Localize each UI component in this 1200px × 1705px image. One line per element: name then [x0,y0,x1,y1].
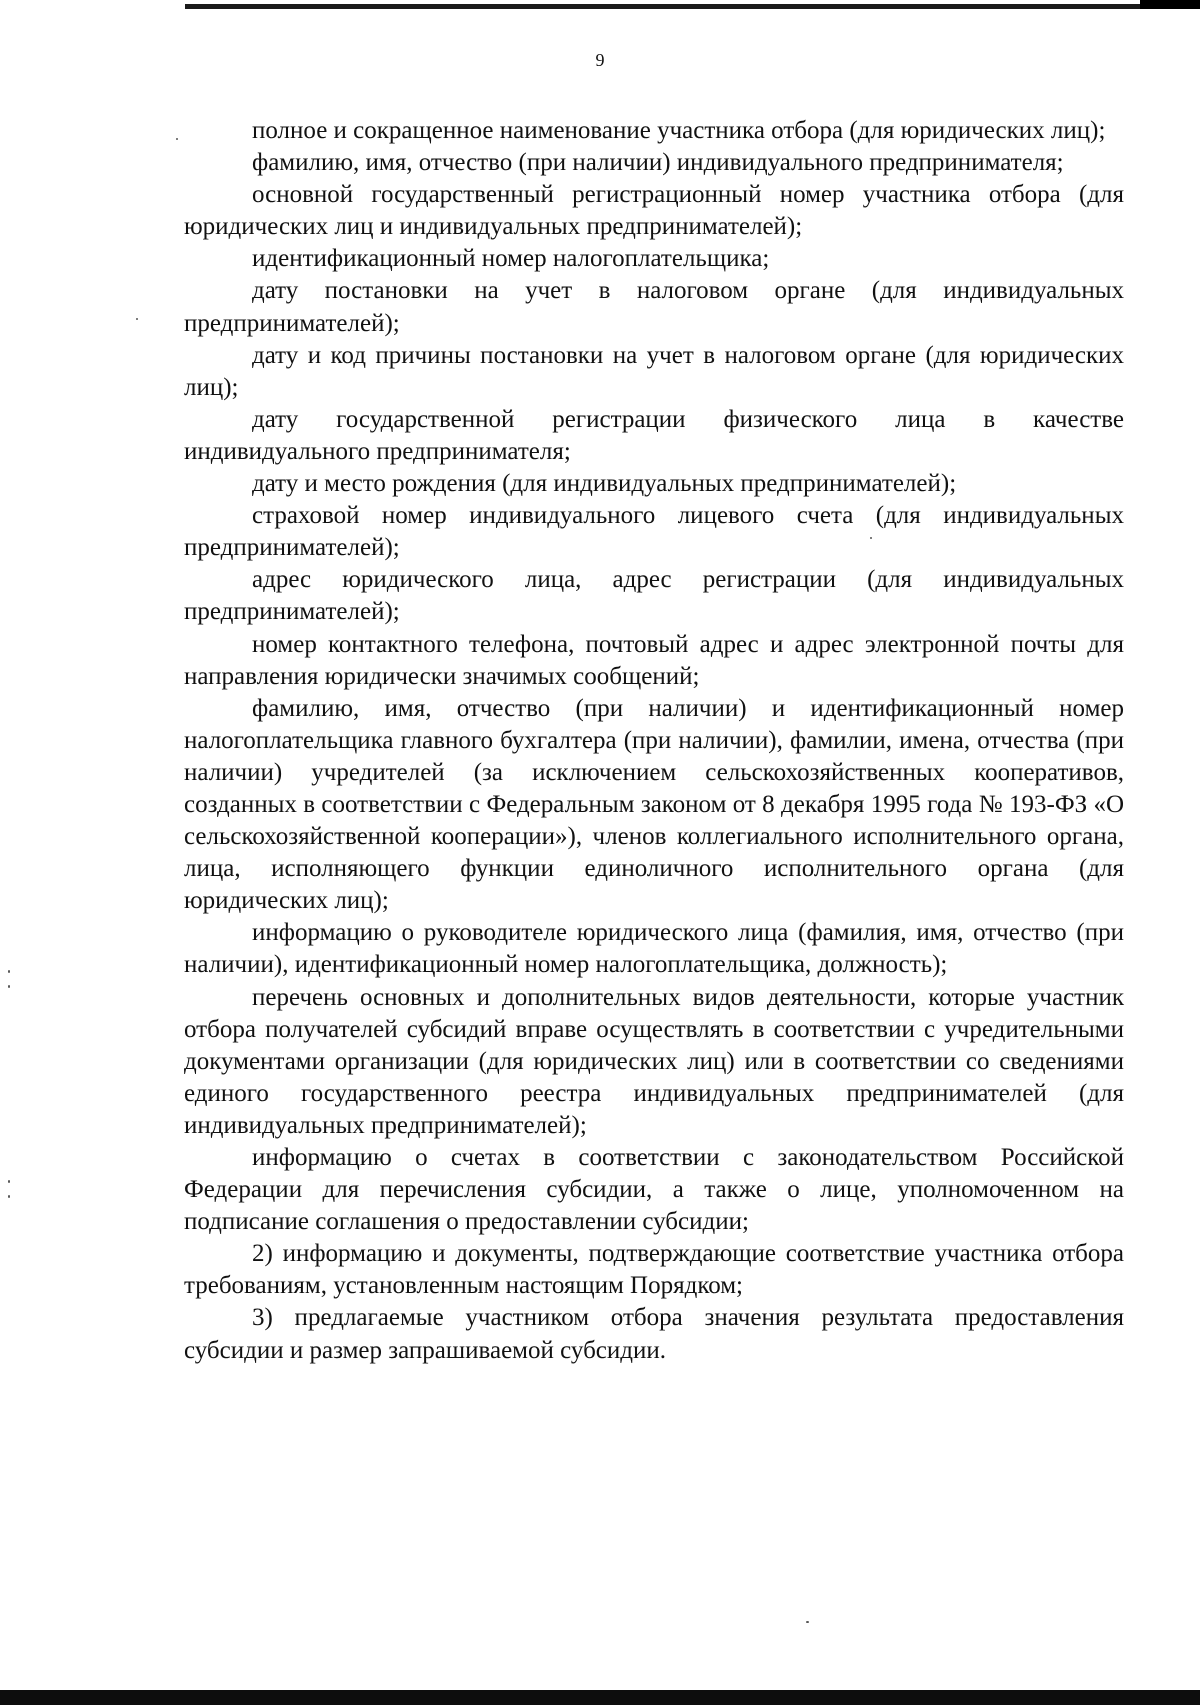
list-item-inn: идентификационный номер налогоплательщика; [252,245,770,273]
scan-top-border [185,4,1200,9]
scan-speck [870,537,872,539]
list-item-state-registration-date: дату государственной регистрации физического лица в качестве индивидуального предпринимателя; [184,405,1124,465]
scan-speck [806,1621,809,1623]
list-item-full-name: полное и сокращенное наименование участника отбора (для юридических лиц); [252,117,1106,144]
list-item-snils: страховой номер индивидуального лицевого счета (для индивидуальных предпринимателей); [184,502,1124,562]
list-item-kpp: дату и код причины постановки на учет в налоговом органе (для юридических лиц); [184,341,1124,401]
list-item-ogrn: основной государственный регистрационный номер участника отбора (для юридических лиц и индивидуальных предпринимателей); [184,181,1124,241]
scan-speck [176,138,178,140]
list-item-birth-date-place: дату и место рождения (для индивидуальных предпринимателей); [252,470,957,498]
page-number: 9 [595,50,605,70]
scan-speck [8,1195,10,1198]
scan-speck [8,985,10,988]
list-item-accountant-founders: фамилию, имя, отчество (при наличии) и идентификационный номер налогоплательщика главного бухгалтера (при наличии), фамилии, имена, отчества (при наличии) учредителей (за исключением сельскохозяйственных кооперативов, созданных в соответствии с Федеральным законом от 8 декабря 1995 года № 193-ФЗ «О сельскохозяйственной кооперации»), членов коллегиального исполнительного органа, лица, исполняющего функции единоличного исполнительного органа (для юридических лиц); [184,694,1124,915]
list-item-tax-registration-date: дату постановки на учет в налоговом органе (для индивидуальных предпринимателей); [184,277,1124,337]
scan-speck [136,318,138,320]
list-item-entrepreneur-name: фамилию, имя, отчество (при наличии) индивидуального предпринимателя; [252,149,1064,177]
list-item-head-info: информацию о руководителе юридического лица (фамилия, имя, отчество (при наличии), идентификационный номер налогоплательщика, должность); [184,919,1124,979]
list-item-contacts: номер контактного телефона, почтовый адрес и адрес электронной почты для направления юридически значимых сообщений; [184,630,1124,690]
scan-top-border-edge [1140,0,1200,9]
scan-bottom-border [0,1690,1200,1705]
list-item-point-3: 3) предлагаемые участником отбора значения результата предоставления субсидии и размер запрашиваемой субсидии. [184,1304,1124,1364]
list-item-accounts: информацию о счетах в соответствии с законодательством Российской Федерации для перечисления субсидии, а также о лице, уполномоченном на подписание соглашения о предоставлении субсидии; [184,1144,1124,1236]
scan-speck [8,970,10,973]
list-item-point-2: 2) информацию и документы, подтверждающие соответствие участника отбора требованиям, установленным настоящим Порядком; [184,1240,1124,1300]
document-body [184,115,1124,1367]
scan-speck [8,1180,10,1183]
list-item-activities: перечень основных и дополнительных видов деятельности, которые участник отбора получателей субсидий вправе осуществлять в соответствии с учредительными документами организации (для юридических лиц) или в соответствии со сведениями единого государственного реестра индивидуальных предпринимателей (для индивидуальных предпринимателей); [184,983,1124,1139]
list-item-address: адрес юридического лица, адрес регистрации (для индивидуальных предпринимателей); [184,566,1124,626]
